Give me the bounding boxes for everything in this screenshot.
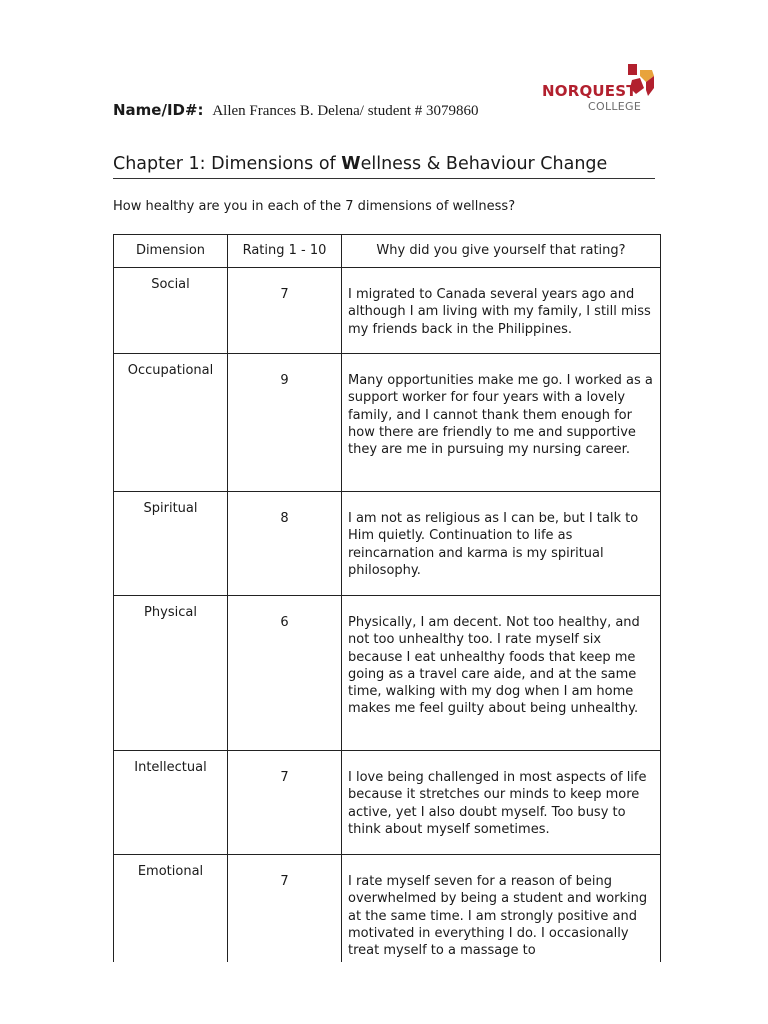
name-id-label: Name/ID#: <box>113 101 204 119</box>
reason-cell: I am not as religious as I can be, but I talk to Him quietly. Continuation to life as reincarnation and karma is my spiritual philosophy. <box>342 492 661 596</box>
name-id-value: Allen Frances B. Delena/ student # 3079860 <box>212 103 479 119</box>
dimension-cell: Social <box>114 268 228 354</box>
header-rating: Rating 1 - 10 <box>228 235 342 268</box>
table-row <box>114 596 661 751</box>
reason-cell: Many opportunities make me go. I worked as a support worker for four years with a lovely family, and I cannot thank them enough for how there are friendly to me and supportive they are me in pursuing my nursing career. <box>342 354 661 492</box>
table-row <box>114 855 661 963</box>
question-text: How healthy are you in each of the 7 dimensions of wellness? <box>113 199 516 214</box>
dimension-cell: Occupational <box>114 354 228 492</box>
table-row <box>114 268 661 354</box>
wellness-table <box>113 234 661 962</box>
table-header-row <box>114 235 661 268</box>
rating-cell: 9 <box>228 354 342 492</box>
norquest-logo <box>540 60 660 116</box>
logo-subtitle: COLLEGE <box>588 100 642 113</box>
table-row <box>114 354 661 492</box>
logo-wordmark: NORQUEST <box>542 82 637 100</box>
reason-cell: I migrated to Canada several years ago and although I am living with my family, I still miss my friends back in the Philippines. <box>342 268 661 354</box>
chapter-title-part1: Chapter 1: Dimensions of <box>113 154 342 174</box>
dimension-cell: Spiritual <box>114 492 228 596</box>
header-reason: Why did you give yourself that rating? <box>342 235 661 268</box>
rating-cell: 7 <box>228 268 342 354</box>
dimension-cell: Intellectual <box>114 751 228 855</box>
chapter-title-bold-letter: W <box>341 154 361 174</box>
rating-cell: 6 <box>228 596 342 751</box>
name-id-line <box>113 101 479 120</box>
chapter-title-part2: ellness & Behaviour Change <box>360 154 608 174</box>
reason-cell: I rate myself seven for a reason of being overwhelmed by being a student and working at the same time. I am strongly positive and motivated in everything I do. I occasionally treat myself to a massage to <box>342 855 661 963</box>
table-row <box>114 492 661 596</box>
rating-cell: 7 <box>228 751 342 855</box>
rating-cell: 7 <box>228 855 342 963</box>
table-row <box>114 751 661 855</box>
wellness-table-container <box>113 234 661 962</box>
chapter-title <box>113 154 655 179</box>
header-dimension: Dimension <box>114 235 228 268</box>
rating-cell: 8 <box>228 492 342 596</box>
reason-cell: I love being challenged in most aspects of life because it stretches our minds to keep more active, yet I also doubt myself. Too busy to think about myself sometimes. <box>342 751 661 855</box>
dimension-cell: Physical <box>114 596 228 751</box>
reason-cell: Physically, I am decent. Not too healthy, and not too unhealthy too. I rate myself six because I eat unhealthy foods that keep me going as a travel care aide, and at the same time, walking with my dog when I am home makes me feel guilty about being unhealthy. <box>342 596 661 751</box>
dimension-cell: Emotional <box>114 855 228 963</box>
